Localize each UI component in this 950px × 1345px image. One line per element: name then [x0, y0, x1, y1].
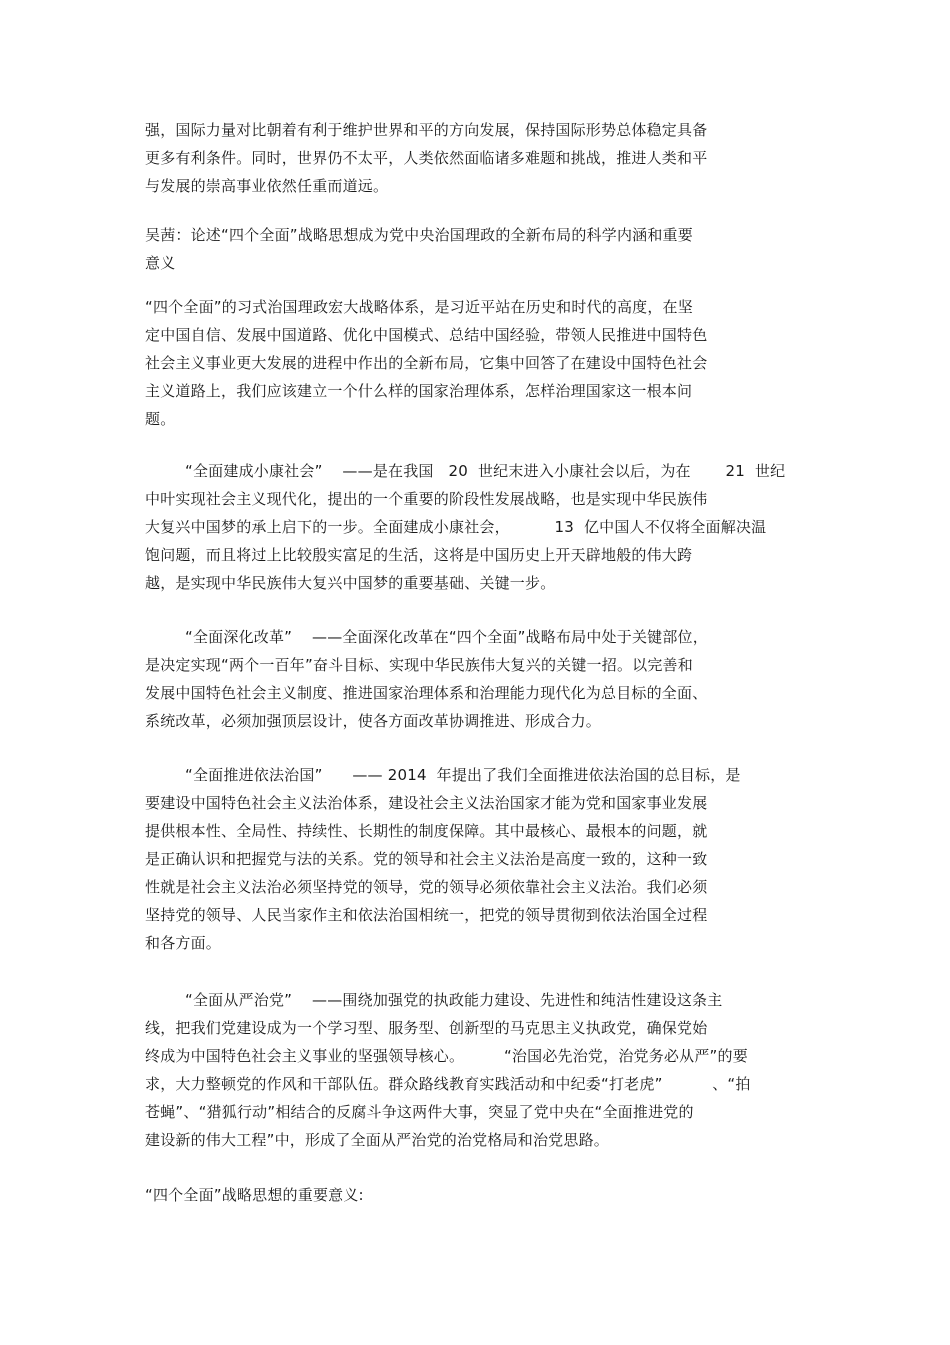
text-line: 主义道路上，我们应该建立一个什么样的国家治理体系，怎样治理国家这一根本问 — [145, 382, 693, 400]
text-line: “全面深化改革” ——全面深化改革在“四个全面”战略布局中处于关键部位， — [185, 628, 708, 646]
text-line: 线，把我们党建设成为一个学习型、服务型、创新型的马克思主义执政党，确保党始 — [145, 1019, 708, 1037]
text-line: “全面建成小康社会” ——是在我国 20 世纪末进入小康社会以后，为在 21 世纪 — [185, 462, 786, 480]
text-line: 饱问题，而且将过上比较殷实富足的生活，这将是中国历史上开天辟地般的伟大跨 — [145, 546, 693, 564]
text-line: 越，是实现中华民族伟大复兴中国梦的重要基础、关键一步。 — [145, 574, 556, 592]
text-line: 发展中国特色社会主义制度、推进国家治理体系和治理能力现代化为总目标的全面、 — [145, 684, 708, 702]
text-line: 题。 — [145, 410, 176, 428]
text-line: 是决定实现“两个一百年”奋斗目标、实现中华民族伟大复兴的关键一招。以完善和 — [145, 656, 693, 674]
text-line: 意义 — [145, 254, 176, 272]
text-line: 性就是社会主义法治必须坚持党的领导，党的领导必须依靠社会主义法治。我们必须 — [145, 878, 708, 896]
text-line: 系统改革，必须加强顶层设计，使各方面改革协调推进、形成合力。 — [145, 712, 602, 730]
text-line: 建设新的伟大工程”中，形成了全面从严治党的治党格局和治党思路。 — [145, 1131, 609, 1149]
text-line: 中叶实现社会主义现代化，提出的一个重要的阶段性发展战略，也是实现中华民族伟 — [145, 490, 708, 508]
text-line: 是正确认识和把握党与法的关系。党的领导和社会主义法治是高度一致的，这种一致 — [145, 850, 708, 868]
text-line: “四个全面”的习式治国理政宏大战略体系，是习近平站在历史和时代的高度，在坚 — [145, 298, 693, 316]
text-line: “全面推进依法治国” —— 2014 年提出了我们全面推进依法治国的总目标，是 — [185, 766, 741, 784]
text-line: 社会主义事业更大发展的进程中作出的全新布局，它集中回答了在建设中国特色社会 — [145, 354, 708, 372]
text-line: 吴茜：论述“四个全面”战略思想成为党中央治国理政的全新布局的科学内涵和重要 — [145, 226, 693, 244]
text-line: 与发展的崇高事业依然任重而道远。 — [145, 177, 389, 195]
text-line: 大复兴中国梦的承上启下的一步。全面建成小康社会， 13 亿中国人不仅将全面解决温 — [145, 518, 767, 536]
text-line: 苍蝇”、“猎狐行动”相结合的反腐斗争这两件大事，突显了党中央在“全面推进党的 — [145, 1103, 694, 1121]
significance-heading: “四个全面”战略思想的重要意义: — [145, 1186, 364, 1204]
text-line: “全面从严治党” ——围绕加强党的执政能力建设、先进性和纯洁性建设这条主 — [185, 991, 723, 1009]
text-line: 定中国自信、发展中国道路、优化中国模式、总结中国经验，带领人民推进中国特色 — [145, 326, 708, 344]
text-line: 更多有利条件。同时，世界仍不太平，人类依然面临诸多难题和挑战，推进人类和平 — [145, 149, 708, 167]
text-line: 和各方面。 — [145, 934, 222, 952]
text-line: 要建设中国特色社会主义法治体系，建设社会主义法治国家才能为党和国家事业发展 — [145, 794, 708, 812]
text-line: 坚持党的领导、人民当家作主和依法治国相统一，把党的领导贯彻到依法治国全过程 — [145, 906, 708, 924]
text-line: 求，大力整顿党的作风和干部队伍。群众路线教育实践活动和中纪委“打老虎” 、“拍 — [145, 1075, 751, 1093]
text-line: 提供根本性、全局性、持续性、长期性的制度保障。其中最核心、最根本的问题，就 — [145, 822, 708, 840]
text-line: 终成为中国特色社会主义事业的坚强领导核心。 “治国必先治党，治党务必从严”的要 — [145, 1047, 748, 1065]
text-line: 强，国际力量对比朝着有利于维护世界和平的方向发展，保持国际形势总体稳定具备 — [145, 121, 708, 139]
